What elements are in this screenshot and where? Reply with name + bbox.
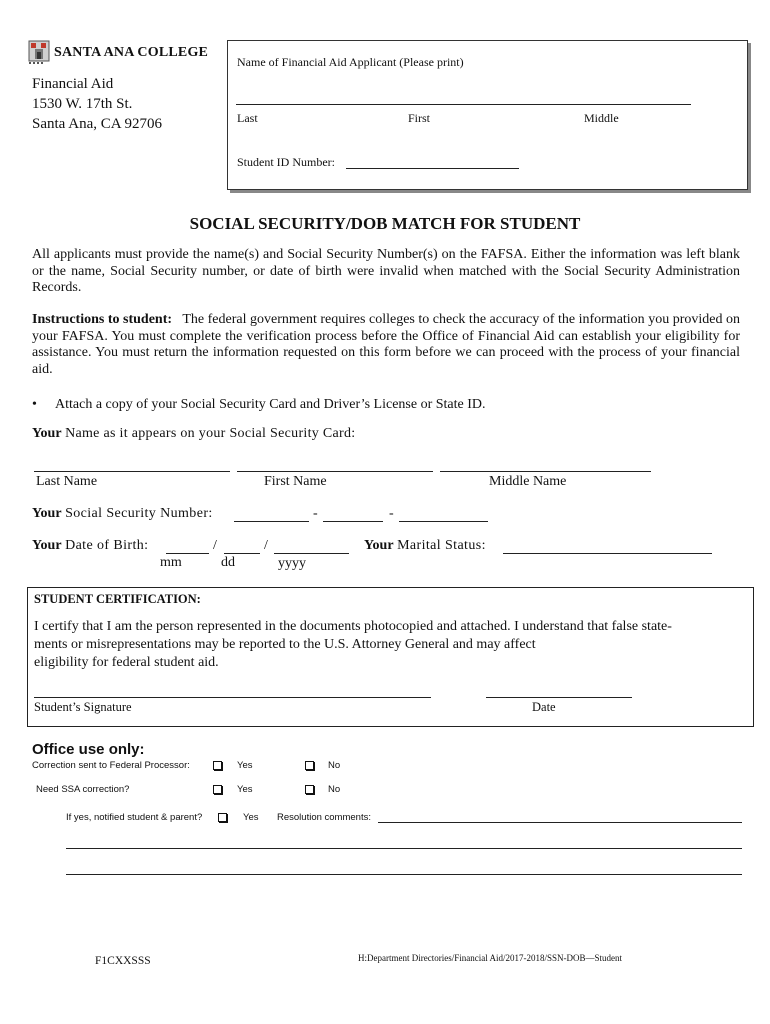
need-ssa-yes-label: Yes [237,784,253,795]
intro-paragraph: All applicants must provide the name(s) and Social Security Number(s) on the FAFSA. Either the information was left blank or the name, Social Security number, or date of birth were invalid when matched with the Social Security Administration Records. [32,247,740,295]
correction-sent-no-label: No [328,760,341,771]
dob-dd-label: dd [221,555,235,570]
applicant-last-label: Last [237,111,258,125]
signature-field[interactable] [34,697,431,698]
student-id-field[interactable] [346,168,519,169]
dob-label-text: Date of Birth: [65,538,149,553]
ssn-your: Your [32,506,62,521]
dob-mm-label: mm [160,555,182,570]
last-name-label: Last Name [36,474,98,489]
ssn-label-text: Social Security Number: [65,506,213,521]
correction-sent-label: Correction sent to Federal Processor: [32,760,190,771]
need-ssa-no-label: No [328,784,341,795]
college-logo [28,40,50,66]
name-label-text: Name as it appears on your Social Security Card: [65,426,356,441]
marital-label-text: Marital Status: [397,538,486,553]
name-your: Your [32,426,62,441]
dob-sep-2: / [264,538,268,553]
need-ssa-label: Need SSA correction? [36,784,130,795]
resolution-comments-field[interactable] [378,822,742,823]
instructions-paragraph [32,312,740,378]
file-path: H:Department Directories/Financial Aid/2017-2018/SSN-DOB—Student [358,953,622,963]
dept-name: Financial Aid [32,76,114,92]
marital-your: Your [364,538,394,553]
applicant-first-label: First [408,111,431,125]
dob-month-field[interactable] [166,553,209,554]
applicant-box-title: Name of Financial Aid Applicant (Please print) [237,55,464,69]
instructions-label: Instructions to student: [32,312,173,327]
date-label: Date [532,700,556,714]
middle-name-field[interactable] [440,471,651,472]
marital-status-field[interactable] [503,553,712,554]
dob-year-field[interactable] [274,553,349,554]
comments-line-3[interactable] [66,874,742,875]
notified-label: If yes, notified student & parent? [66,812,203,823]
certification-heading: STUDENT CERTIFICATION: [34,592,201,606]
correction-sent-yes-label: Yes [237,760,253,771]
address-street: 1530 W. 17th St. [32,96,133,112]
office-use-heading: Office use only: [32,741,145,758]
marital-label [364,538,486,554]
need-ssa-no-checkbox[interactable] [305,785,314,794]
certification-line-3: eligibility for federal student aid. [34,655,219,670]
ssn-part1-field[interactable] [234,521,309,522]
form-title: SOCIAL SECURITY/DOB MATCH FOR STUDENT [189,214,581,233]
instructions-text: The federal government requires colleges to check the accuracy of the information you provided on your FAFSA. You must complete the verification process before the Office of Financial Aid can establish your eligibility for assistance. You must return the information requested on this form before we can proceed with the process of your financial aid. [32,312,740,377]
address-city: Santa Ana, CA 92706 [32,116,162,132]
certification-line-2: ments or misrepresentations may be reported to the U.S. Attorney General and may affect [34,637,536,652]
applicant-name-line[interactable] [236,104,691,105]
last-name-field[interactable] [34,471,230,472]
ssn-label [32,506,213,522]
signature-label: Student’s Signature [34,700,132,714]
first-name-field[interactable] [237,471,433,472]
dob-day-field[interactable] [224,553,260,554]
college-name: SANTA ANA COLLEGE [54,45,209,60]
notified-yes-label: Yes [243,812,259,823]
bullet-dot: • [32,397,37,412]
attach-documents-text: Attach a copy of your Social Security Card and Driver’s License or State ID. [55,397,486,412]
student-id-label: Student ID Number: [237,155,335,169]
ssn-sep-2: - [389,506,394,521]
correction-sent-yes-checkbox[interactable] [213,761,222,770]
dob-yyyy-label: yyyy [278,556,306,571]
name-section-label [32,426,356,442]
correction-sent-no-checkbox[interactable] [305,761,314,770]
certification-line-1: I certify that I am the person represented in the documents photocopied and attached. I understand that false state- [34,619,672,634]
need-ssa-yes-checkbox[interactable] [213,785,222,794]
dob-sep-1: / [213,538,217,553]
date-field[interactable] [486,697,632,698]
ssn-part3-field[interactable] [399,521,488,522]
ssn-part2-field[interactable] [323,521,383,522]
dob-your: Your [32,538,62,553]
middle-name-label: Middle Name [489,474,567,489]
first-name-label: First Name [264,474,327,489]
form-code: F1CXXSSS [95,955,151,967]
notified-yes-checkbox[interactable] [218,813,227,822]
ssn-sep-1: - [313,506,318,521]
applicant-middle-label: Middle [584,111,619,125]
comments-line-2[interactable] [66,848,742,849]
dob-label [32,538,148,554]
resolution-comments-label: Resolution comments: [277,812,371,823]
